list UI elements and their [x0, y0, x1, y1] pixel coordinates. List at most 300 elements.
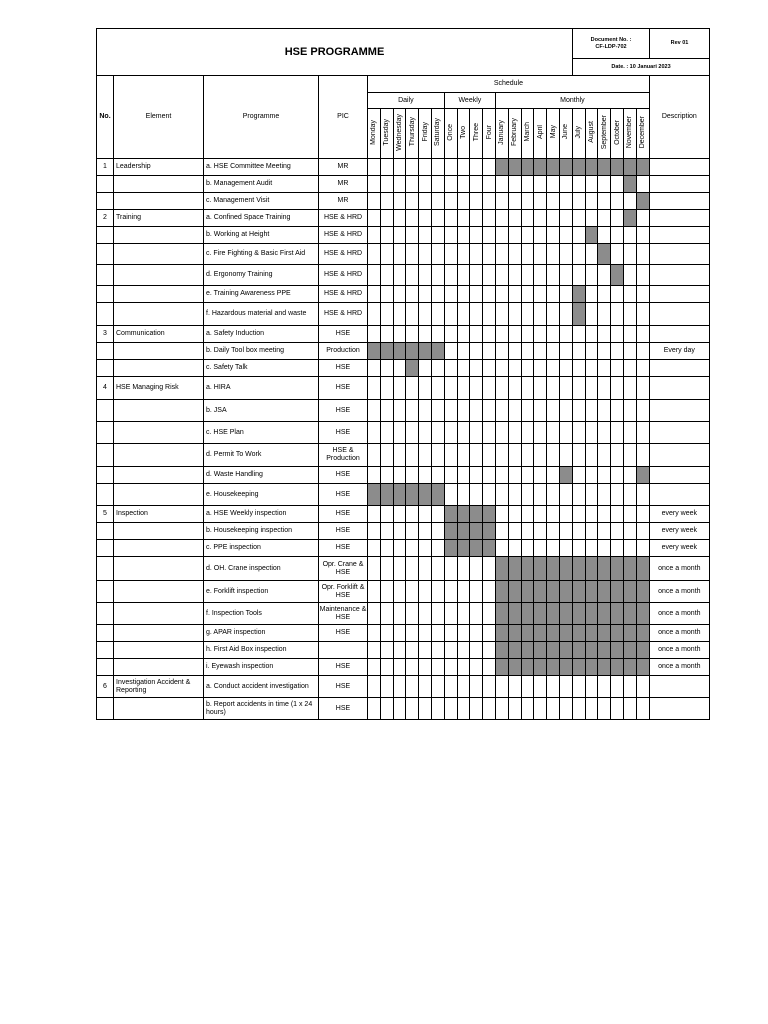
row-description: once a month	[649, 603, 709, 625]
schedule-cell	[495, 265, 508, 286]
schedule-cell	[431, 625, 444, 642]
schedule-cell-filled	[559, 557, 572, 581]
schedule-cell	[611, 227, 624, 244]
schedule-cell	[611, 444, 624, 467]
table-row	[97, 326, 710, 343]
schedule-cell	[368, 377, 381, 400]
schedule-cell	[457, 193, 470, 210]
document-number-value: CF-LDP-702	[595, 43, 627, 50]
schedule-cell	[521, 467, 534, 484]
schedule-cell	[431, 159, 444, 176]
schedule-cell	[534, 444, 547, 467]
row-description: once a month	[649, 642, 709, 659]
schedule-cell	[559, 176, 572, 193]
schedule-cell-filled	[598, 625, 611, 642]
schedule-cell-filled	[623, 210, 636, 227]
row-description: once a month	[649, 659, 709, 676]
table-row	[97, 244, 710, 265]
schedule-cell	[521, 326, 534, 343]
schedule-cell	[623, 698, 636, 720]
schedule-cell	[444, 210, 457, 227]
schedule-cell	[393, 176, 406, 193]
schedule-table	[96, 75, 710, 720]
row-pic: HSE	[319, 467, 368, 484]
schedule-cell	[483, 659, 496, 676]
schedule-cell	[380, 557, 393, 581]
schedule-cell	[368, 557, 381, 581]
schedule-cell	[457, 326, 470, 343]
week-header-three	[470, 109, 483, 159]
schedule-cell-filled	[585, 581, 598, 603]
row-programme: c. PPE inspection	[204, 540, 319, 557]
schedule-cell	[457, 484, 470, 506]
row-number	[97, 303, 114, 326]
schedule-cell	[547, 265, 560, 286]
row-programme: i. Eyewash inspection	[204, 659, 319, 676]
schedule-cell	[406, 286, 419, 303]
schedule-cell	[623, 377, 636, 400]
schedule-cell	[457, 159, 470, 176]
schedule-cell	[598, 326, 611, 343]
row-programme: b. Housekeeping inspection	[204, 523, 319, 540]
schedule-cell	[457, 227, 470, 244]
schedule-cell-filled	[470, 540, 483, 557]
schedule-cell	[483, 625, 496, 642]
schedule-cell	[559, 523, 572, 540]
schedule-cell	[636, 676, 649, 698]
schedule-cell-filled	[611, 159, 624, 176]
schedule-cell	[521, 227, 534, 244]
row-pic: HSE & HRD	[319, 210, 368, 227]
row-description	[649, 303, 709, 326]
schedule-cell	[547, 360, 560, 377]
schedule-cell-filled	[572, 642, 585, 659]
schedule-cell	[380, 326, 393, 343]
schedule-cell-filled	[598, 603, 611, 625]
schedule-cell	[444, 444, 457, 467]
schedule-cell	[585, 265, 598, 286]
schedule-cell	[483, 176, 496, 193]
row-number	[97, 360, 114, 377]
row-programme: a. Safety Induction	[204, 326, 319, 343]
row-description	[649, 176, 709, 193]
schedule-cell	[483, 422, 496, 444]
schedule-cell	[636, 286, 649, 303]
row-pic: HSE	[319, 377, 368, 400]
row-description	[649, 676, 709, 698]
schedule-cell	[585, 176, 598, 193]
schedule-cell	[419, 523, 432, 540]
schedule-cell	[406, 523, 419, 540]
row-programme: b. Report accidents in time (1 x 24 hours)	[204, 698, 319, 720]
schedule-cell	[393, 676, 406, 698]
schedule-cell	[419, 444, 432, 467]
table-row	[97, 159, 710, 176]
row-programme: f. Inspection Tools	[204, 603, 319, 625]
schedule-cell	[457, 642, 470, 659]
schedule-cell	[623, 467, 636, 484]
schedule-cell	[623, 484, 636, 506]
schedule-cell	[636, 303, 649, 326]
schedule-cell-filled	[623, 159, 636, 176]
row-pic: HSE	[319, 326, 368, 343]
schedule-cell	[368, 676, 381, 698]
schedule-cell	[572, 484, 585, 506]
schedule-cell	[636, 210, 649, 227]
schedule-cell	[559, 343, 572, 360]
schedule-cell	[431, 265, 444, 286]
schedule-cell	[368, 625, 381, 642]
schedule-cell-filled	[419, 484, 432, 506]
row-pic: HSE	[319, 698, 368, 720]
schedule-cell	[495, 698, 508, 720]
table-row	[97, 176, 710, 193]
schedule-cell	[508, 193, 521, 210]
month-header-february	[508, 109, 521, 159]
schedule-cell	[380, 265, 393, 286]
schedule-cell-filled	[636, 659, 649, 676]
schedule-cell	[598, 343, 611, 360]
schedule-cell	[470, 642, 483, 659]
schedule-cell	[444, 286, 457, 303]
schedule-cell	[611, 698, 624, 720]
schedule-cell	[368, 603, 381, 625]
schedule-cell	[585, 698, 598, 720]
daily-header: Daily	[368, 93, 445, 109]
schedule-cell	[457, 176, 470, 193]
schedule-cell	[585, 400, 598, 422]
schedule-cell	[636, 227, 649, 244]
schedule-cell	[508, 676, 521, 698]
month-header-september-label: September	[600, 114, 608, 150]
schedule-cell-filled	[585, 603, 598, 625]
row-pic: HSE & HRD	[319, 227, 368, 244]
schedule-cell	[611, 467, 624, 484]
table-row	[97, 676, 710, 698]
schedule-cell	[483, 400, 496, 422]
row-pic: HSE	[319, 659, 368, 676]
schedule-cell	[419, 265, 432, 286]
schedule-cell	[611, 400, 624, 422]
schedule-cell	[611, 210, 624, 227]
schedule-cell	[623, 227, 636, 244]
row-pic: HSE	[319, 360, 368, 377]
schedule-cell	[470, 360, 483, 377]
schedule-cell-filled	[495, 642, 508, 659]
row-programme: f. Hazardous material and waste	[204, 303, 319, 326]
schedule-cell	[419, 244, 432, 265]
month-header-november-label: November	[626, 115, 634, 149]
schedule-cell	[393, 581, 406, 603]
schedule-cell	[495, 523, 508, 540]
table-row	[97, 193, 710, 210]
schedule-cell	[534, 484, 547, 506]
schedule-cell	[444, 659, 457, 676]
row-number	[97, 227, 114, 244]
schedule-cell-filled	[611, 265, 624, 286]
table-row	[97, 523, 710, 540]
schedule-cell	[393, 659, 406, 676]
schedule-cell	[572, 676, 585, 698]
schedule-cell	[393, 625, 406, 642]
schedule-cell-filled	[547, 659, 560, 676]
schedule-cell	[521, 265, 534, 286]
schedule-cell	[431, 377, 444, 400]
schedule-cell	[431, 642, 444, 659]
row-programme: d. Waste Handling	[204, 467, 319, 484]
schedule-cell	[598, 676, 611, 698]
schedule-cell-filled	[521, 557, 534, 581]
schedule-cell-filled	[521, 625, 534, 642]
schedule-cell	[547, 540, 560, 557]
schedule-cell	[393, 642, 406, 659]
schedule-cell	[406, 244, 419, 265]
schedule-cell	[611, 303, 624, 326]
row-element	[114, 603, 204, 625]
schedule-cell	[547, 326, 560, 343]
row-description	[649, 244, 709, 265]
month-header-march-label: March	[523, 122, 531, 142]
table-row	[97, 625, 710, 642]
schedule-cell	[406, 581, 419, 603]
schedule-cell-filled	[521, 603, 534, 625]
schedule-cell	[483, 377, 496, 400]
schedule-cell-filled	[636, 581, 649, 603]
schedule-cell	[380, 444, 393, 467]
schedule-cell	[419, 303, 432, 326]
schedule-cell	[406, 625, 419, 642]
day-header-monday	[368, 109, 381, 159]
schedule-cell	[547, 444, 560, 467]
row-element	[114, 400, 204, 422]
schedule-cell	[470, 210, 483, 227]
schedule-cell-filled	[636, 603, 649, 625]
table-row	[97, 659, 710, 676]
schedule-cell-filled	[623, 625, 636, 642]
row-programme: d. Permit To Work	[204, 444, 319, 467]
month-header-may-label: May	[549, 125, 557, 139]
day-header-monday-label: Monday	[370, 119, 378, 145]
schedule-cell	[470, 176, 483, 193]
schedule-cell	[483, 227, 496, 244]
row-pic: HSE	[319, 676, 368, 698]
schedule-cell	[380, 698, 393, 720]
schedule-cell-filled	[598, 642, 611, 659]
schedule-cell	[585, 326, 598, 343]
schedule-cell	[534, 698, 547, 720]
schedule-cell	[572, 326, 585, 343]
schedule-cell	[508, 286, 521, 303]
row-element	[114, 343, 204, 360]
schedule-cell	[521, 360, 534, 377]
schedule-cell	[483, 467, 496, 484]
schedule-cell-filled	[495, 659, 508, 676]
schedule-cell	[598, 176, 611, 193]
schedule-cell	[431, 176, 444, 193]
schedule-cell	[495, 176, 508, 193]
schedule-cell	[547, 227, 560, 244]
schedule-cell	[521, 303, 534, 326]
table-row	[97, 603, 710, 625]
schedule-cell	[547, 193, 560, 210]
schedule-cell	[393, 422, 406, 444]
schedule-cell-filled	[611, 642, 624, 659]
schedule-cell	[419, 159, 432, 176]
schedule-cell-filled	[457, 506, 470, 523]
table-row	[97, 303, 710, 326]
schedule-cell-filled	[585, 659, 598, 676]
schedule-cell	[470, 326, 483, 343]
schedule-cell	[368, 227, 381, 244]
schedule-cell	[431, 326, 444, 343]
row-number: 1	[97, 159, 114, 176]
schedule-cell	[585, 484, 598, 506]
schedule-cell-filled	[636, 642, 649, 659]
schedule-cell	[431, 581, 444, 603]
schedule-cell	[406, 193, 419, 210]
schedule-cell	[368, 444, 381, 467]
schedule-cell	[419, 377, 432, 400]
schedule-cell	[534, 265, 547, 286]
schedule-cell	[380, 540, 393, 557]
schedule-cell-filled	[444, 506, 457, 523]
schedule-cell-filled	[495, 557, 508, 581]
schedule-cell	[521, 400, 534, 422]
schedule-cell	[572, 506, 585, 523]
month-header-october	[611, 109, 624, 159]
schedule-cell	[572, 227, 585, 244]
schedule-cell	[368, 642, 381, 659]
schedule-cell	[559, 286, 572, 303]
schedule-cell-filled	[559, 625, 572, 642]
schedule-cell	[393, 698, 406, 720]
schedule-cell	[585, 286, 598, 303]
schedule-cell	[598, 467, 611, 484]
schedule-cell	[495, 422, 508, 444]
week-header-once	[444, 109, 457, 159]
row-programme: b. JSA	[204, 400, 319, 422]
row-pic: HSE & Production	[319, 444, 368, 467]
schedule-cell-filled	[406, 360, 419, 377]
schedule-cell	[636, 360, 649, 377]
row-description	[649, 265, 709, 286]
schedule-cell	[419, 227, 432, 244]
schedule-cell	[393, 523, 406, 540]
schedule-cell	[444, 676, 457, 698]
schedule-cell	[585, 210, 598, 227]
schedule-cell	[521, 176, 534, 193]
schedule-cell-filled	[559, 659, 572, 676]
schedule-cell	[431, 286, 444, 303]
schedule-cell-filled	[547, 557, 560, 581]
schedule-cell	[393, 193, 406, 210]
schedule-cell	[559, 506, 572, 523]
schedule-cell	[431, 360, 444, 377]
week-header-two-label: Two	[459, 125, 467, 139]
schedule-cell	[547, 523, 560, 540]
schedule-cell	[508, 244, 521, 265]
schedule-cell	[572, 210, 585, 227]
schedule-cell	[431, 676, 444, 698]
schedule-cell	[457, 303, 470, 326]
schedule-cell	[572, 422, 585, 444]
schedule-cell	[547, 176, 560, 193]
schedule-cell	[623, 400, 636, 422]
schedule-cell	[419, 625, 432, 642]
row-element	[114, 193, 204, 210]
schedule-cell-filled	[623, 581, 636, 603]
schedule-cell	[534, 360, 547, 377]
row-description	[649, 360, 709, 377]
schedule-cell	[368, 523, 381, 540]
row-pic: HSE & HRD	[319, 265, 368, 286]
schedule-cell	[368, 400, 381, 422]
schedule-cell	[547, 286, 560, 303]
row-pic: Production	[319, 343, 368, 360]
schedule-cell	[598, 377, 611, 400]
row-description: once a month	[649, 625, 709, 642]
schedule-cell	[572, 467, 585, 484]
month-header-january	[495, 109, 508, 159]
schedule-cell	[457, 603, 470, 625]
schedule-cell	[444, 343, 457, 360]
row-pic: MR	[319, 176, 368, 193]
schedule-cell	[470, 400, 483, 422]
schedule-cell	[431, 603, 444, 625]
schedule-cell	[483, 444, 496, 467]
schedule-cell	[585, 343, 598, 360]
schedule-cell	[572, 360, 585, 377]
schedule-cell-filled	[572, 581, 585, 603]
schedule-cell	[623, 303, 636, 326]
schedule-cell	[508, 227, 521, 244]
schedule-cell-filled	[521, 159, 534, 176]
schedule-cell-filled	[406, 343, 419, 360]
schedule-cell	[393, 444, 406, 467]
document-number-label: Document No. :	[590, 36, 632, 43]
row-number	[97, 467, 114, 484]
schedule-cell	[457, 444, 470, 467]
row-element	[114, 227, 204, 244]
schedule-cell	[611, 176, 624, 193]
schedule-cell	[534, 540, 547, 557]
schedule-cell-filled	[636, 557, 649, 581]
row-description	[649, 377, 709, 400]
schedule-cell-filled	[585, 625, 598, 642]
table-row	[97, 343, 710, 360]
schedule-cell	[559, 676, 572, 698]
schedule-cell	[483, 326, 496, 343]
row-element: Leadership	[114, 159, 204, 176]
table-row	[97, 506, 710, 523]
schedule-cell	[547, 484, 560, 506]
schedule-cell	[406, 557, 419, 581]
schedule-cell-filled	[508, 557, 521, 581]
schedule-cell	[547, 210, 560, 227]
row-programme: a. HIRA	[204, 377, 319, 400]
schedule-cell-filled	[572, 286, 585, 303]
table-row	[97, 422, 710, 444]
row-element	[114, 642, 204, 659]
schedule-cell	[483, 484, 496, 506]
schedule-cell	[623, 422, 636, 444]
schedule-cell-filled	[521, 581, 534, 603]
schedule-cell	[444, 227, 457, 244]
schedule-cell	[521, 343, 534, 360]
schedule-cell	[444, 400, 457, 422]
schedule-cell	[380, 244, 393, 265]
schedule-cell	[585, 540, 598, 557]
